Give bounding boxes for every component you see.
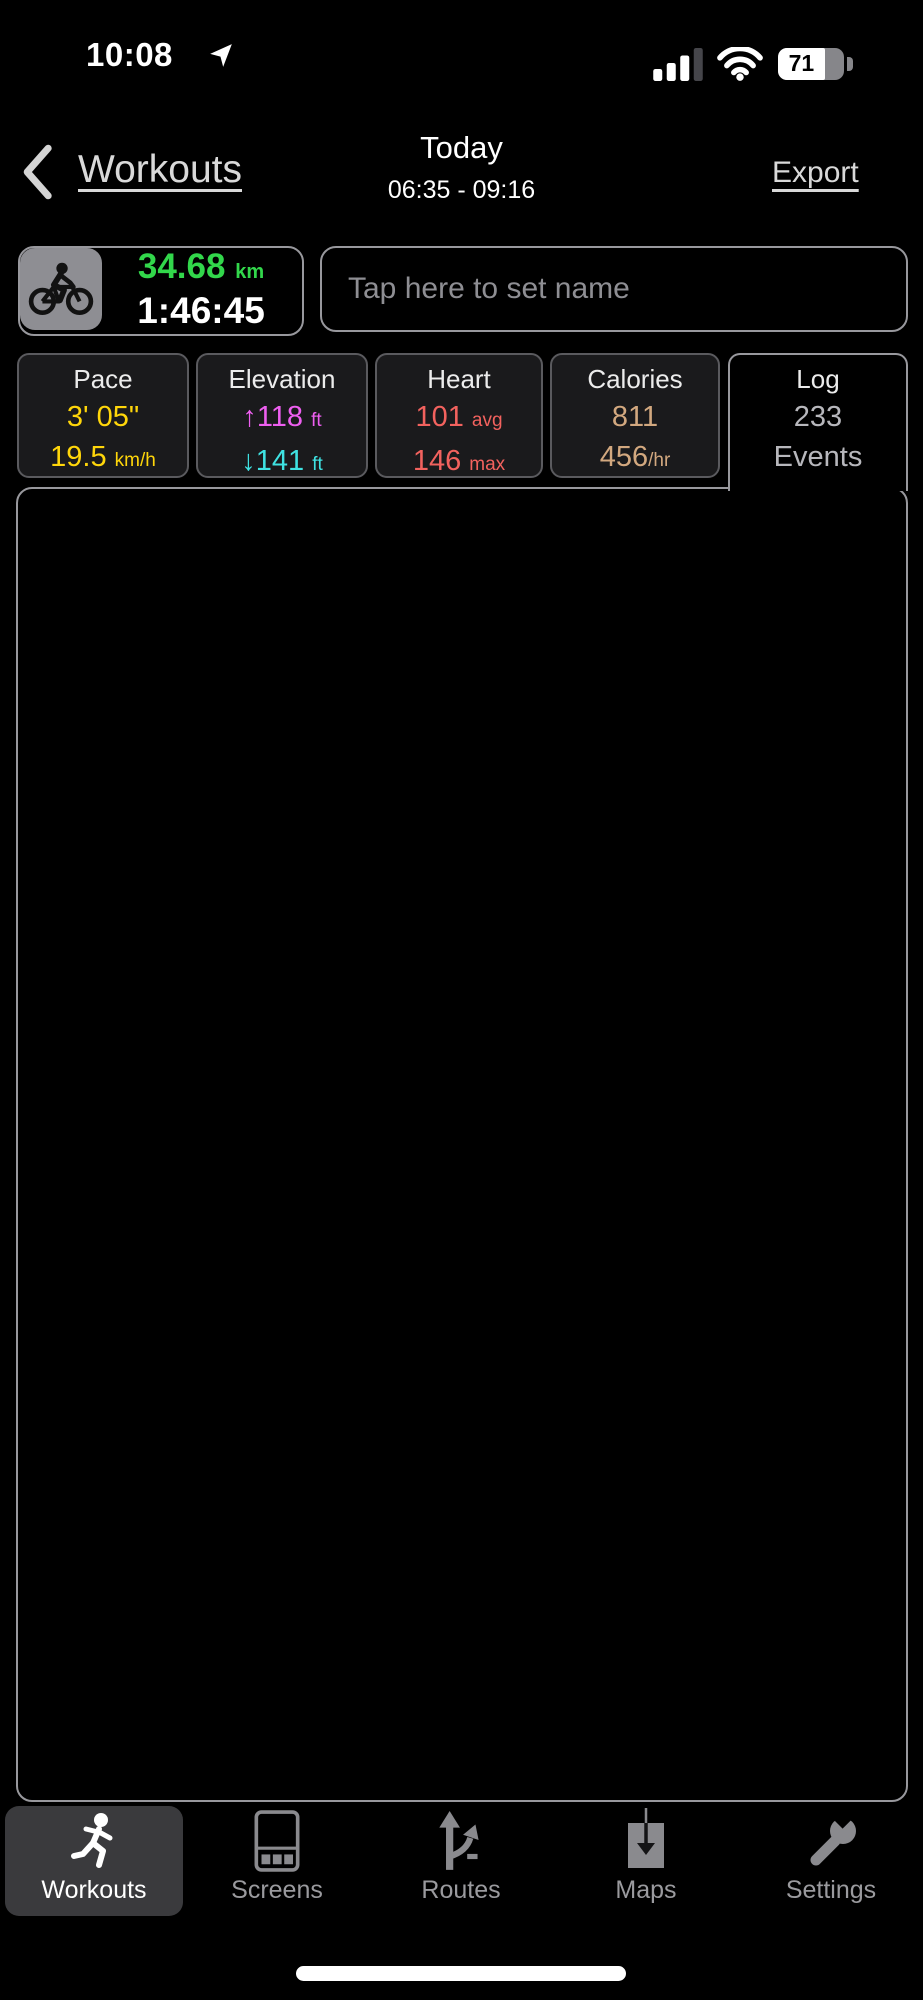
tab-log-label: Log — [796, 364, 840, 394]
tab-calories[interactable] — [550, 353, 720, 478]
tabbar-item-workouts[interactable]: Workouts — [5, 1806, 183, 1916]
heart-max-value: 146 max — [412, 445, 506, 477]
back-button[interactable]: Workouts — [78, 148, 242, 191]
summary-values — [104, 248, 298, 330]
tab-elevation[interactable] — [196, 353, 368, 478]
export-button[interactable]: Export — [772, 156, 859, 189]
duration-value: 1:46:45 — [137, 289, 265, 331]
wifi-icon — [716, 47, 764, 81]
screens-icon — [254, 1806, 300, 1872]
tabbar-item-settings[interactable]: Settings — [742, 1806, 920, 1916]
battery-nub — [847, 57, 853, 71]
log-count-unit: Events — [773, 441, 863, 473]
elevation-loss-value: ↓141 ft — [241, 445, 323, 477]
battery-percent: 71 — [788, 50, 815, 76]
location-arrow-icon — [208, 42, 234, 68]
runner-icon — [68, 1806, 120, 1872]
elevation-gain-value: ↑118 ft — [242, 401, 322, 433]
calories-rate-value: 456/hr — [599, 441, 671, 473]
tab-log-selected[interactable] — [728, 353, 908, 491]
wrench-icon — [803, 1806, 859, 1872]
page-title: Today — [420, 130, 503, 165]
tab-elevation-label: Elevation — [228, 364, 336, 394]
cell-signal-icon — [652, 48, 704, 81]
tab-calories-label: Calories — [587, 364, 683, 394]
tabbar-item-routes[interactable]: Routes — [372, 1806, 550, 1916]
calories-value: 811 — [611, 401, 659, 433]
heart-avg-value: 101 avg — [415, 401, 503, 433]
activity-type-badge[interactable] — [20, 248, 102, 330]
battery-icon — [778, 48, 844, 80]
tab-pace[interactable] — [17, 353, 189, 478]
pace-value: 3' 05" — [66, 401, 140, 433]
cycling-icon — [28, 260, 94, 318]
distance-unit: km — [235, 260, 265, 283]
log-count-value: 233 — [793, 401, 843, 433]
maps-download-icon — [623, 1806, 669, 1872]
workout-name-input[interactable] — [320, 246, 908, 332]
routes-icon — [436, 1806, 486, 1872]
tab-pace-label: Pace — [73, 364, 133, 394]
log-panel — [16, 487, 908, 1802]
tab-heart[interactable] — [375, 353, 543, 478]
tab-heart-label: Heart — [427, 364, 491, 394]
speed-value: 19.5 km/h — [50, 441, 156, 473]
tabbar-item-screens[interactable]: Screens — [188, 1806, 366, 1916]
tabbar-item-maps[interactable]: Maps — [557, 1806, 735, 1916]
page-subtitle-times: 06:35 - 09:16 — [387, 176, 536, 204]
status-time: 10:08 — [86, 36, 173, 73]
distance-value: 34.68 km — [137, 246, 265, 286]
home-indicator[interactable] — [296, 1966, 626, 1981]
